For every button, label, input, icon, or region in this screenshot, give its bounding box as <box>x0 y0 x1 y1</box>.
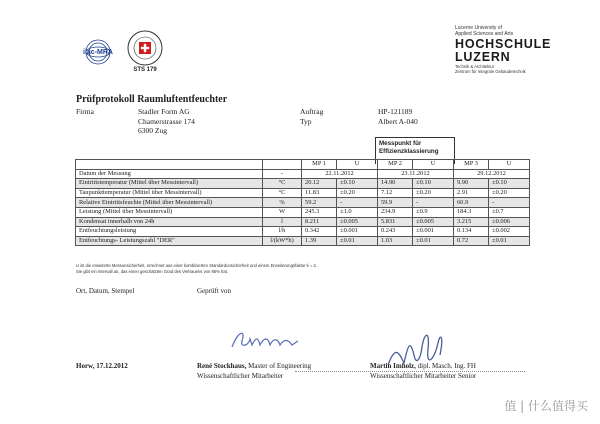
cell-value: 7.12 <box>377 188 412 198</box>
cell-uncertainty: ±0.10 <box>413 179 454 189</box>
date-mp3: 29.12.2012 <box>453 169 529 179</box>
date-mp2: 23.11.2012 <box>377 169 453 179</box>
cell-uncertainty: ±0.001 <box>337 227 378 237</box>
auftrag-label: Auftrag <box>300 107 324 116</box>
firma-line-1: Stadler Form AG <box>138 107 190 116</box>
header-u2: U <box>413 160 454 170</box>
cell-uncertainty: ±0.01 <box>413 236 454 246</box>
table-row <box>76 179 530 189</box>
cell-uncertainty: ±0.10 <box>489 179 530 189</box>
cell-value: 2.91 <box>453 188 488 198</box>
table-row <box>76 227 530 237</box>
cell-value: 234.9 <box>377 207 412 217</box>
table-row <box>76 198 530 208</box>
document-title: Prüfprotokoll Raumluftentfeuchter <box>76 94 228 105</box>
cell-uncertainty: ±0.002 <box>489 227 530 237</box>
place-label: Ort, Datum, Stempel <box>76 287 135 295</box>
table-header-row <box>76 160 530 170</box>
cell-uncertainty: ±0.20 <box>337 188 378 198</box>
sts-number: STS 179 <box>133 67 157 73</box>
table-row <box>76 188 530 198</box>
cell-value: 14.90 <box>377 179 412 189</box>
firma-label: Firma <box>76 107 94 116</box>
row-label: Entfeuchtungs- Leistungszahl "DER" <box>76 236 263 246</box>
cell-uncertainty: ±0.005 <box>413 217 454 227</box>
cell-uncertainty: ±0.01 <box>337 236 378 246</box>
table-row <box>76 236 530 246</box>
checked-label: Geprüft von <box>197 287 232 295</box>
cell-value: 60.9 <box>453 198 488 208</box>
header-mp2: MP 2 <box>377 160 412 170</box>
cell-uncertainty: ±0.001 <box>413 227 454 237</box>
row-unit: % <box>263 198 302 208</box>
signer-1: René Stockhaus, Master of Engineering <box>197 362 312 370</box>
cell-uncertainty: - <box>337 198 378 208</box>
typ-value: Albert A-040 <box>378 117 418 126</box>
cell-value: 184.3 <box>453 207 488 217</box>
cell-uncertainty: - <box>489 198 530 208</box>
auftrag-value: HP-121189 <box>378 107 413 116</box>
cell-value: 8.211 <box>302 217 337 227</box>
cell-uncertainty: ±0.20 <box>413 188 454 198</box>
cell-value: 20.12 <box>302 179 337 189</box>
cell-value: 0.243 <box>377 227 412 237</box>
cell-uncertainty: ±0.01 <box>489 236 530 246</box>
signer-2: Martin Imholz, dipl. Masch. Ing. FH <box>370 362 476 370</box>
cell-uncertainty: ±0.20 <box>489 188 530 198</box>
firma-line-2: Chamerstrasse 174 <box>138 117 195 126</box>
row-label: Datum der Messung <box>76 169 263 179</box>
cell-value: 5.831 <box>377 217 412 227</box>
row-unit: l <box>263 217 302 227</box>
row-unit: l/(kW*h) <box>263 236 302 246</box>
table-row <box>76 207 530 217</box>
cell-uncertainty: ±0.7 <box>489 207 530 217</box>
row-label: Eintrittstemperatur (Mittel über Messintervall) <box>76 179 263 189</box>
signer-1-role: Wissenschaftlicher Mitarbeiter <box>197 372 284 380</box>
row-label: Entfeuchtungsleistung <box>76 227 263 237</box>
firma-line-3: 6300 Zug <box>138 126 167 135</box>
university-name: HOCHSCHULE LUZERN <box>455 37 552 64</box>
place-date: Horw, 17.12.2012 <box>76 362 128 370</box>
cell-value: 1.03 <box>377 236 412 246</box>
cell-value: 0.72 <box>453 236 488 246</box>
table-row <box>76 217 530 227</box>
row-unit: °C <box>263 179 302 189</box>
cell-value: 3.215 <box>453 217 488 227</box>
cell-uncertainty: ±1.0 <box>337 207 378 217</box>
row-label: Leistung (Mittel über Messintervall) <box>76 207 263 217</box>
signature-stockhaus <box>228 325 308 355</box>
uncertainty-note: U ist die erweiterte Messunsicherheit, errechnet aus einer kombinierten Standardunsicherheit und einem Erweiterungsfaktor k = 2. Sie gibt ein Intervall an, das einen geschätzten Grad des Vertrauens von 95% hat. <box>76 263 318 274</box>
cell-value: 9.90 <box>453 179 488 189</box>
cell-uncertainty: ±0.006 <box>489 217 530 227</box>
cell-value: 1.39 <box>302 236 337 246</box>
cell-value: 59.9 <box>377 198 412 208</box>
cell-value: 0.134 <box>453 227 488 237</box>
row-label: Relative Eintrittsfeuchte (Mittel über Messintervall) <box>76 198 263 208</box>
university-top: Lucerne University of Applied Sciences and Arts <box>455 25 514 37</box>
cell-value: 59.2 <box>302 198 337 208</box>
row-unit: l/h <box>263 227 302 237</box>
cell-uncertainty: ±0.10 <box>337 179 378 189</box>
date-mp1: 22.11.2012 <box>302 169 378 179</box>
swiss-testing-logo <box>127 30 163 66</box>
typ-label: Typ <box>300 117 312 126</box>
cell-uncertainty: - <box>413 198 454 208</box>
cell-value: 245.3 <box>302 207 337 217</box>
watermark: 值 | 什么值得买 <box>504 399 588 413</box>
row-label: Kondensat innerhalb von 24h <box>76 217 263 227</box>
ilac-mra-logo <box>75 38 121 66</box>
row-unit: - <box>263 169 302 179</box>
header-unit-blank <box>263 160 302 170</box>
header-u3: U <box>489 160 530 170</box>
header-mp3: MP 3 <box>453 160 488 170</box>
cell-uncertainty: ±0.005 <box>337 217 378 227</box>
cell-value: 11.83 <box>302 188 337 198</box>
signer-2-role: Wissenschaftlicher Mitarbeiter Senior <box>370 372 477 380</box>
header-u1: U <box>337 160 378 170</box>
svg-text:ilac-MRA: ilac-MRA <box>83 49 113 56</box>
university-department: Technik & Architektur Zentrum für Integrale Gebäudetechnik <box>455 64 526 74</box>
row-unit: °C <box>263 188 302 198</box>
classification-box: Messpunkt für Effizienzklassierung <box>375 137 455 164</box>
header-blank <box>76 160 263 170</box>
cell-value: 0.342 <box>302 227 337 237</box>
header-mp1: MP 1 <box>302 160 337 170</box>
row-unit: W <box>263 207 302 217</box>
cell-uncertainty: ±0.9 <box>413 207 454 217</box>
table-row <box>76 169 530 179</box>
measurement-table <box>75 159 530 246</box>
row-label: Taupunkttemperatur (Mittel über Messintervall) <box>76 188 263 198</box>
